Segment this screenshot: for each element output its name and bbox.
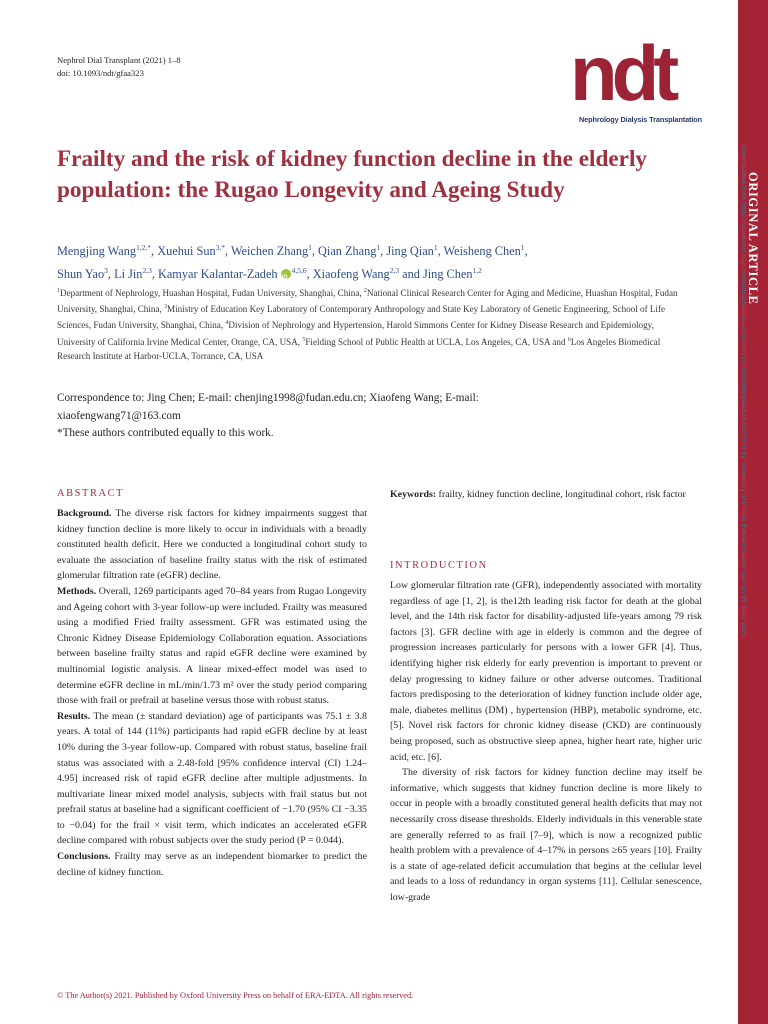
author-affiliation-sup: 4,5,6	[291, 266, 307, 276]
abstract-heading: ABSTRACT	[57, 488, 125, 499]
abstract-methods	[57, 584, 367, 709]
affiliation-text: Ministry of Education Key Laboratory of Contemporary Anthropology and State Key Laboratory of Genetic Engineering, School of Life Sciences, Fudan University, Shanghai, China,	[57, 304, 666, 331]
affiliation-text: Department of Nephrology, Huashan Hospital, Fudan University, Shanghai, China,	[60, 288, 364, 299]
journal-logo	[562, 29, 714, 130]
correspondence-block	[57, 390, 677, 443]
orcid-icon[interactable]	[281, 269, 291, 279]
copyright-footer: © The Author(s) 2021. Published by Oxford University Press on behalf of ERA-EDTA. All rights reserved.	[57, 991, 414, 1000]
correspondence-line: Correspondence to: Jing Chen; E-mail: chenjing1998@fudan.edu.cn; Xiaofeng Wang; E-mail:	[57, 392, 479, 404]
author-name[interactable]: Jing Qian	[386, 244, 434, 259]
author-name[interactable]: Qian Zhang	[318, 244, 377, 259]
author-affiliation-sup: 1	[433, 243, 438, 252]
affiliation-text: Los Angeles Biomedical Research Institute at Harbor-UCLA, Torrance, CA, USA	[57, 336, 661, 361]
conclusions-label: Conclusions.	[57, 851, 111, 863]
abstract-background	[57, 506, 367, 584]
conclusions-text: Frailty may serve as an independent biomarker to predict the decline of kidney function.	[57, 851, 367, 878]
journal-citation: Nephrol Dial Transplant (2021) 1–8	[57, 55, 181, 65]
affiliation-text: Division of Nephrology and Hypertension, Harold Simmons Center for Kidney Disease Research and Epidemiology, University of California Irvine Medical Center, Orange, CA, USA,	[57, 320, 654, 347]
keywords	[390, 487, 702, 503]
article-type-label: ORIGINAL ARTICLE	[746, 172, 760, 305]
keywords-label: Keywords:	[390, 489, 437, 500]
journal-doi[interactable]: doi: 10.1093/ndt/gfaa323	[57, 68, 144, 78]
author-affiliation-sup: 1	[520, 243, 525, 252]
author-name[interactable]: Li Jin	[114, 267, 143, 282]
affiliation-number: 5	[302, 336, 306, 343]
methods-label: Methods.	[57, 585, 97, 597]
intro-paragraph: Low glomerular filtration rate (GFR), independently associated with mortality regardless of age [1, 2], is the12th leading risk factor for death at the global level, and the 14th risk factor for disability-adjusted life-years among 79 risk factors [3]. GFR decline with age in elderly is common and the degree of progression increases particularly for persons with a lower GFR [4]. Thus, identifying higher risk elderly for early prevention is important to prevent or delay progressing to kidney failure or other adverse outcomes. Traditional factors predisposing to the deterioration of kidney function include older age, male, diabetes mellitus (DM) , hypertension (HBP), metabolic syndrome, etc. [5]. Novel risk factors for chronic kidney disease (CKD) are continuously being proposed, such as obstructive sleep apnea, higher heart rate, higher uric acid, etc. [6].	[390, 580, 702, 763]
results-label: Results.	[57, 710, 91, 722]
methods-text: Overall, 1269 participants aged 70–84 years from Rugao Longevity and Ageing cohort with 3-year follow-up were included. Frailty was measured using a modified Fried frailty assessment. GFR was estimated using the Chronic Kidney Disease Epidemiology Collaboration equation. Associations between baseline frailty status and rapid eGFR decline were examined by multinomial logistic analysis. A linear mixed-effect model was used to determine eGFR decline in mL/min/1.73 m² over the study period comparing those with frail or prefrail at baseline versus those with robust status.	[57, 585, 367, 707]
correspondence-email[interactable]: xiaofengwang71@163.com	[57, 409, 181, 422]
results-text: The mean (± standard deviation) age of participants was 75.1 ± 3.8 years. A total of 144 (11%) participants had rapid eGFR decline by at least 10% during the 3-year follow-up. Compared with robust status, baseline frail status was associated with a 2.48-fold [95% confidence interval (CI) 1.24–4.95] increased risk of rapid eGFR decline after multiple adjustments. In multivariate linear mixed model analysis, subjects with frail status but not prefrail status at baseline had a significant coefficient of −1.70 (95% CI −3.35 to −0.04) for the frail × visit term, which indicates an accelerated eGFR decline compared with robust subjects over the study period (P = 0.044).	[57, 710, 367, 847]
author-affiliation-sup: 3,*	[215, 243, 225, 252]
author-affiliation-sup: 1	[308, 243, 312, 252]
download-watermark: Downloaded from https://academic.oup.com/ndt/advance-article/doi/10.1093/ndt/gfaa323/6127570 by University of Prince Edward Island user on 05 June 2021	[740, 145, 747, 638]
author-affiliation-sup: 2,3	[389, 266, 400, 276]
equal-contribution-note: *These authors contributed equally to this work.	[57, 427, 274, 439]
background-label: Background.	[57, 508, 112, 519]
author-name[interactable]: Shun Yao	[57, 267, 105, 282]
abstract-results	[57, 709, 367, 849]
abstract-conclusions	[57, 849, 367, 880]
author-name[interactable]: Jing Chen	[422, 267, 473, 282]
affiliation-text: Fielding School of Public Health at UCLA, Los Angeles, CA, USA and	[305, 336, 568, 347]
author-name[interactable]: Weisheng Chen	[443, 244, 521, 259]
affiliation-number: 3	[164, 304, 168, 311]
introduction-heading: INTRODUCTION	[390, 560, 488, 571]
author-affiliation-sup: 1,2,*	[136, 243, 152, 252]
logo-mark: ndt	[570, 29, 674, 117]
keywords-text: frailty, kidney function decline, longitudinal cohort, risk factor	[436, 489, 686, 500]
affiliation-number: 1	[57, 288, 60, 294]
article-title: Frailty and the risk of kidney function decline in the elderly population: the Rugao Longevity and Ageing Study	[57, 146, 648, 203]
background-text: The diverse risk factors for kidney impairments suggest that kidney function decline is more likely to occur in individuals with a broadly constituted health deficit. Here we conducted a longitudinal cohort study to evaluate the association of baseline frailty status with the risk of estimated glomerular filtration rate (eGFR) decline.	[57, 508, 367, 582]
author-list: Mengjing Wang$^{1,2,*}$, Xuehui Sun$^{3,*}$, Weichen Zhang$^1$, Qian Zhang$^1$, Jing Qian$^1$, Weisheng Chen$^1$, Shun Yao$^3$, Li Jin$^{2,3}$, Kamyar Kalantar-ZadehiD $^{4,5,6}$, Xiaofeng Wang$^{2,3}$ and Jing Chen$^{1,2}$	[57, 238, 677, 284]
author-affiliation-sup: 3	[104, 266, 108, 276]
journal-citation-block	[57, 54, 181, 80]
author-name[interactable]: Kamyar Kalantar-Zadeh	[157, 267, 278, 282]
author-name[interactable]: Mengjing Wang	[57, 244, 137, 259]
intro-paragraph: The diversity of risk factors for kidney function decline may itself be informative, which suggests that kidney function decline is more likely to occur in people with a broadly constituted general health deficits that may not necessarily cross disease thresholds. Elderly individuals in this venerable state are generally referred to as frail [7–9], which is now a recognized public health problem with a prevalence of 4–17% in persons ≥65 years [10]. Frailty is a state of age-related deficit accumulation that begins at the cellular level and leads to a loss of redundancy in organ systems [11]. Cellular senescence, low-grade	[390, 767, 702, 903]
affiliation-text: National Clinical Research Center for Aging and Medicine, Huashan Hospital, Fudan University, Shanghai, China,	[57, 288, 678, 315]
affiliations	[57, 284, 682, 363]
author-affiliation-sup: 1	[376, 243, 381, 252]
author-affiliation-sup: 2,3	[142, 266, 152, 276]
logo-subtitle: Nephrology Dialysis Transplantation	[579, 115, 703, 124]
affiliation-number: 2	[363, 288, 367, 294]
affiliation-number: 4	[225, 320, 229, 327]
introduction-body	[390, 578, 702, 905]
author-affiliation-sup: 1,2	[472, 266, 482, 276]
author-name[interactable]: Xiaofeng Wang	[312, 267, 390, 282]
affiliation-number: 6	[567, 336, 571, 343]
abstract-body	[57, 506, 367, 880]
author-name[interactable]: Xuehui Sun	[157, 244, 216, 259]
author-name[interactable]: Weichen Zhang	[230, 244, 309, 259]
